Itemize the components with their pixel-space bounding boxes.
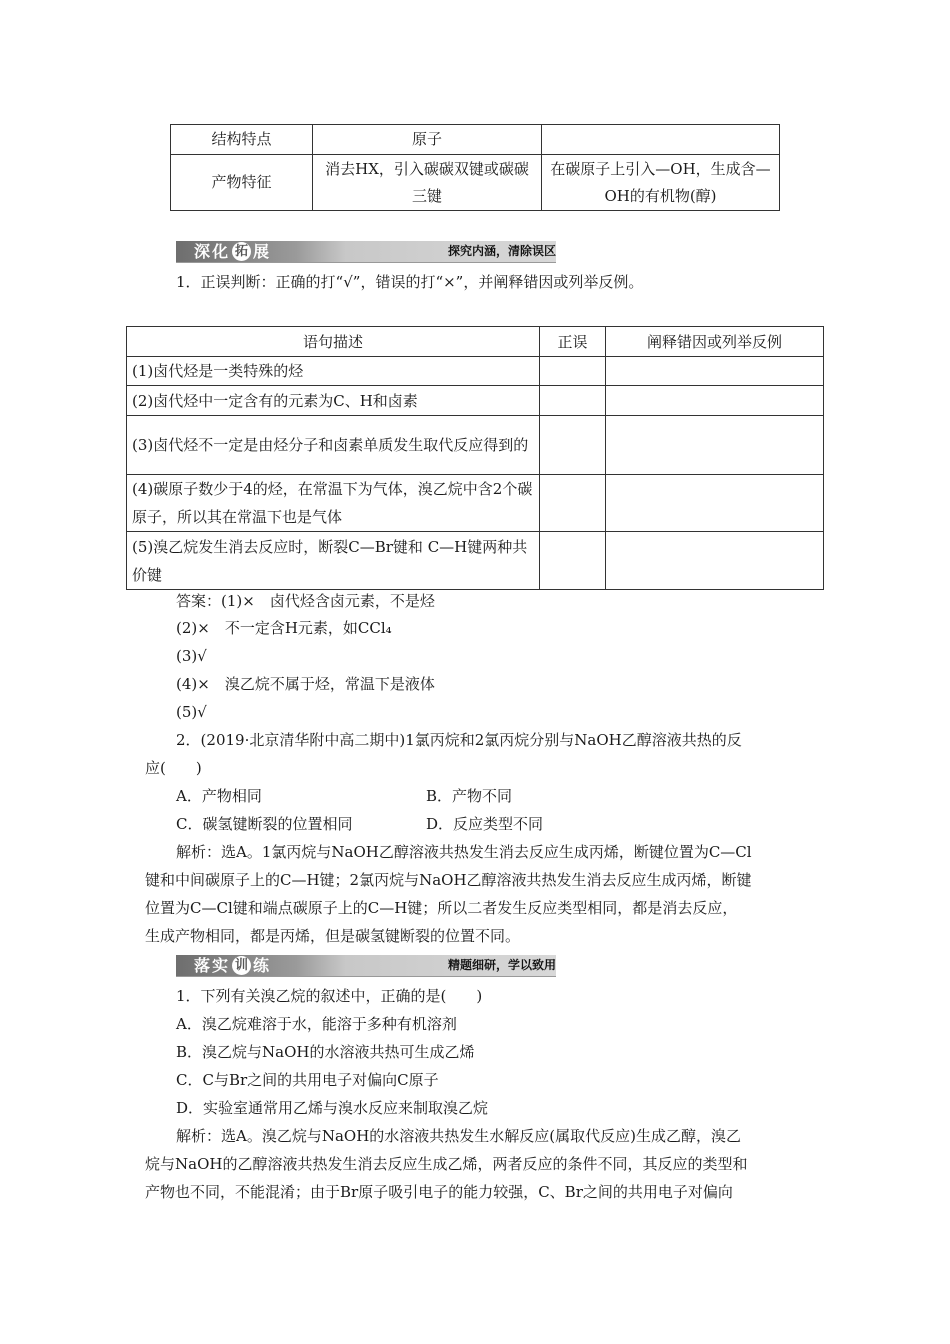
analysis-line: 产物也不同，不能混淆；由于Br原子吸引电子的能力较强，C、Br之间的共用电子对偏向 — [145, 1183, 733, 1201]
option-d: D．反应类型不同 — [426, 815, 544, 833]
header-correct: 正误 — [540, 327, 606, 357]
table-row — [127, 386, 824, 416]
explain-cell — [606, 357, 824, 386]
question-stem: 1．下列有关溴乙烷的叙述中，正确的是( ) — [176, 987, 483, 1005]
row-label: 结构特点 — [171, 125, 313, 155]
table-row — [171, 155, 780, 211]
section-banner-practice — [176, 955, 556, 977]
header-statement: 语句描述 — [127, 327, 540, 357]
analysis-line: 解析：选A。1氯丙烷与NaOH乙醇溶液共热发生消去反应生成丙烯，断键位置为C—Cl — [176, 843, 752, 861]
answer-cell — [540, 357, 606, 386]
answer-cell — [540, 416, 606, 475]
question-intro: 1．正误判断：正确的打“√”，错误的打“×”，并阐释错因或列举反例。 — [176, 273, 644, 291]
row-label: 产物特征 — [171, 155, 313, 211]
table-row — [127, 357, 824, 386]
answer-line: (3)√ — [176, 647, 207, 665]
statement-cell: (5)溴乙烷发生消去反应时，断裂C—Br键和 C—H键两种共价键 — [127, 532, 540, 590]
table-row — [127, 416, 824, 475]
analysis-line: 生成产物相同，都是丙烯，但是碳氢键断裂的位置不同。 — [145, 927, 521, 945]
option-b: B．溴乙烷与NaOH的水溶液共热可生成乙烯 — [176, 1043, 475, 1061]
statement-cell: (2)卤代烃中一定含有的元素为C、H和卤素 — [127, 386, 540, 416]
answer-cell — [540, 475, 606, 532]
banner-title: 落实 训 练 — [194, 956, 272, 975]
analysis-line: 键和中间碳原子上的C—H键；2氯丙烷与NaOH乙醇溶液共热发生消去反应生成丙烯，断键 — [145, 871, 752, 889]
option-c: C．C与Br之间的共用电子对偏向C原子 — [176, 1071, 439, 1089]
answer-cell — [540, 386, 606, 416]
analysis-line: 解析：选A。溴乙烷与NaOH的水溶液共热发生水解反应(属取代反应)生成乙醇，溴乙 — [176, 1127, 741, 1145]
option-c: C．碳氢键断裂的位置相同 — [176, 815, 353, 833]
answer-line: (4)× 溴乙烷不属于烃，常温下是液体 — [176, 675, 435, 693]
statement-cell: (1)卤代烃是一类特殊的烃 — [127, 357, 540, 386]
option-b: B．产物不同 — [426, 787, 513, 805]
option-a: A．溴乙烷难溶于水，能溶于多种有机溶剂 — [176, 1015, 457, 1033]
analysis-line: 烷与NaOH的乙醇溶液共热发生消去反应生成乙烯，两者反应的条件不同，其反应的类型和 — [145, 1155, 748, 1173]
header-explain: 阐释错因或列举反例 — [606, 327, 824, 357]
question-stem: 2．(2019·北京清华附中高二期中)1氯丙烷和2氯丙烷分别与NaOH乙醇溶液共热的反 — [176, 731, 742, 749]
comparison-table — [170, 124, 780, 211]
banner-circle-badge: 训 — [232, 956, 251, 975]
table-row — [127, 532, 824, 590]
statement-cell: (4)碳原子数少于4的烃，在常温下为气体，溴乙烷中含2个碳原子，所以其在常温下也是气体 — [127, 475, 540, 532]
answer-line: (5)√ — [176, 703, 207, 721]
answer-line: (2)× 不一定含H元素，如CCl₄ — [176, 619, 392, 637]
question-stem-cont: 应( ) — [145, 759, 202, 777]
table-header-row — [127, 327, 824, 357]
table-row — [127, 475, 824, 532]
table-row — [171, 125, 780, 155]
cell — [542, 125, 780, 155]
banner-tag: 探究内涵，清除误区 — [447, 244, 556, 258]
cell: 在碳原子上引入—OH，生成含—OH的有机物(醇) — [542, 155, 780, 211]
section-banner-deepen — [176, 241, 556, 263]
cell: 消去HX，引入碳碳双键或碳碳三键 — [313, 155, 542, 211]
explain-cell — [606, 386, 824, 416]
option-a: A．产物相同 — [176, 787, 262, 805]
cell: 原子 — [313, 125, 542, 155]
option-d: D．实验室通常用乙烯与溴水反应来制取溴乙烷 — [176, 1099, 489, 1117]
explain-cell — [606, 416, 824, 475]
judgement-table — [126, 326, 824, 590]
banner-title: 深化 拓 展 — [194, 242, 272, 261]
explain-cell — [606, 475, 824, 532]
banner-tag: 精题细研，学以致用 — [447, 958, 556, 972]
answer-cell — [540, 532, 606, 590]
explain-cell — [606, 532, 824, 590]
answer-line: 答案：(1)× 卤代烃含卤元素，不是烃 — [176, 592, 435, 610]
banner-circle-badge: 拓 — [232, 242, 251, 261]
analysis-line: 位置为C—Cl键和端点碳原子上的C—H键；所以二者发生反应类型相同，都是消去反应， — [145, 899, 738, 917]
statement-cell: (3)卤代烃不一定是由烃分子和卤素单质发生取代反应得到的 — [127, 416, 540, 475]
